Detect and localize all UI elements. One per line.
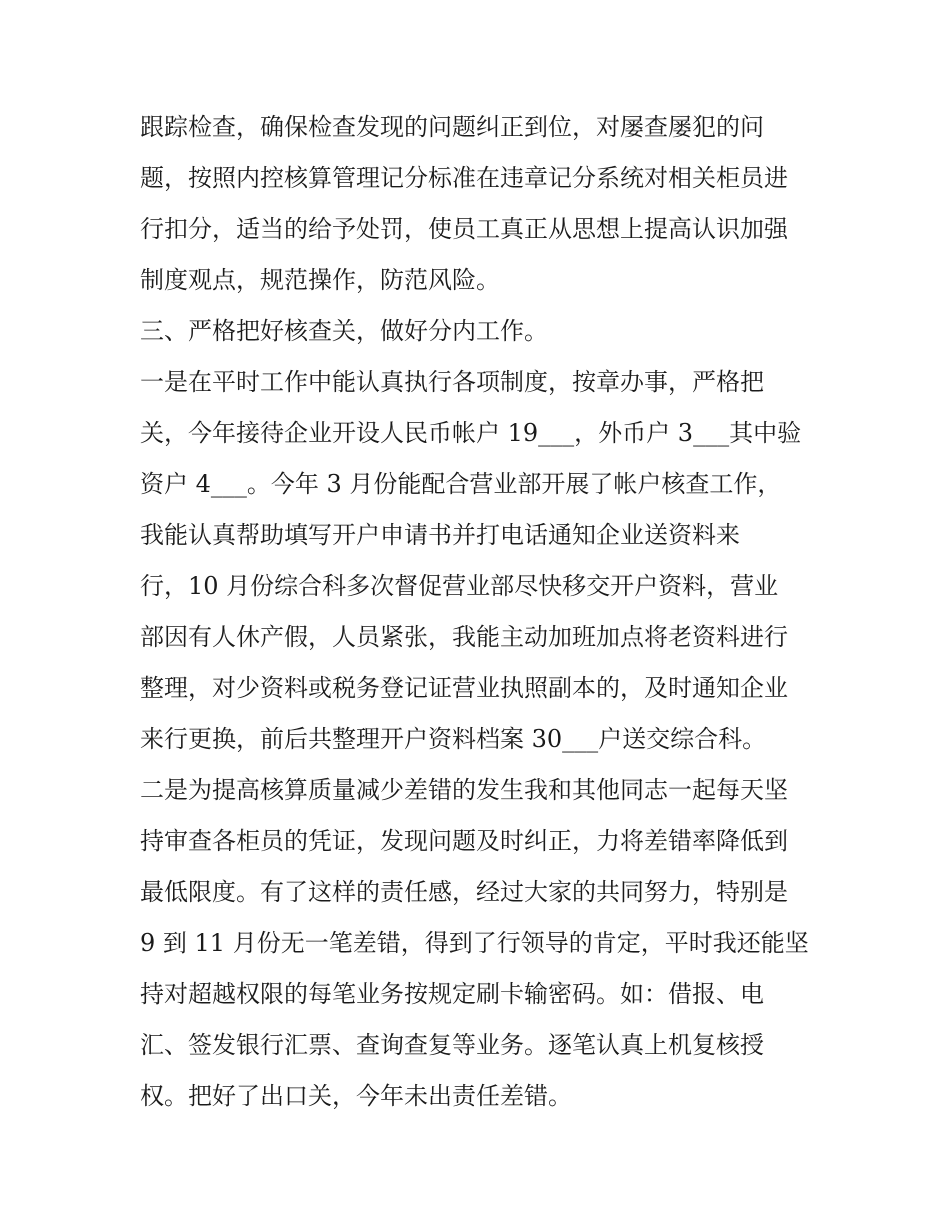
text-line: 关，今年接待企业开设人民币帐户 19___，外币户 3___其中验 — [140, 419, 802, 447]
text-line: 部因有人休产假，人员紧张，我能主动加班加点将老资料进行 — [140, 623, 788, 651]
text-line: 二是为提高核算质量减少差错的发生我和其他同志一起每天坚 — [140, 776, 788, 804]
text-line: 持审查各柜员的凭证，发现问题及时纠正，力将差错率降低到 — [140, 827, 788, 855]
text-line: 我能认真帮助填写开户申请书并打电话通知企业送资料来 — [140, 521, 740, 549]
text-line: 持对超越权限的每笔业务按规定刷卡输密码。如：借报、电 — [140, 980, 764, 1008]
text-line: 来行更换，前后共整理开户资料档案 30___户送交综合科。 — [140, 725, 767, 753]
text-line: 汇、签发银行汇票、查询查复等业务。逐笔认真上机复核授 — [140, 1031, 764, 1059]
text-line: 权。把好了出口关，今年未出责任差错。 — [140, 1082, 572, 1110]
text-line: 行，10 月份综合科多次督促营业部尽快移交开户资料，营业 — [140, 572, 779, 600]
text-line: 资户 4___。今年 3 月份能配合营业部开展了帐户核查工作， — [140, 470, 782, 498]
text-line: 行扣分，适当的给予处罚，使员工真正从思想上提高认识加强 — [140, 215, 788, 243]
text-line: 最低限度。有了这样的责任感，经过大家的共同努力，特别是 — [140, 878, 788, 906]
text-line: 制度观点，规范操作，防范风险。 — [140, 266, 500, 294]
body-text — [140, 102, 820, 1122]
text-line: 整理，对少资料或税务登记证营业执照副本的，及时通知企业 — [140, 674, 788, 702]
text-line: 跟踪检查，确保检查发现的问题纠正到位，对屡查屡犯的问 — [140, 113, 764, 141]
text-line: 一是在平时工作中能认真执行各项制度，按章办事，严格把 — [140, 368, 764, 396]
text-line: 题，按照内控核算管理记分标准在违章记分系统对相关柜员进 — [140, 164, 788, 192]
text-line: 9 到 11 月份无一笔差错，得到了行领导的肯定，平时我还能坚 — [140, 929, 809, 957]
section-heading: 三、严格把好核查关，做好分内工作。 — [140, 317, 548, 345]
